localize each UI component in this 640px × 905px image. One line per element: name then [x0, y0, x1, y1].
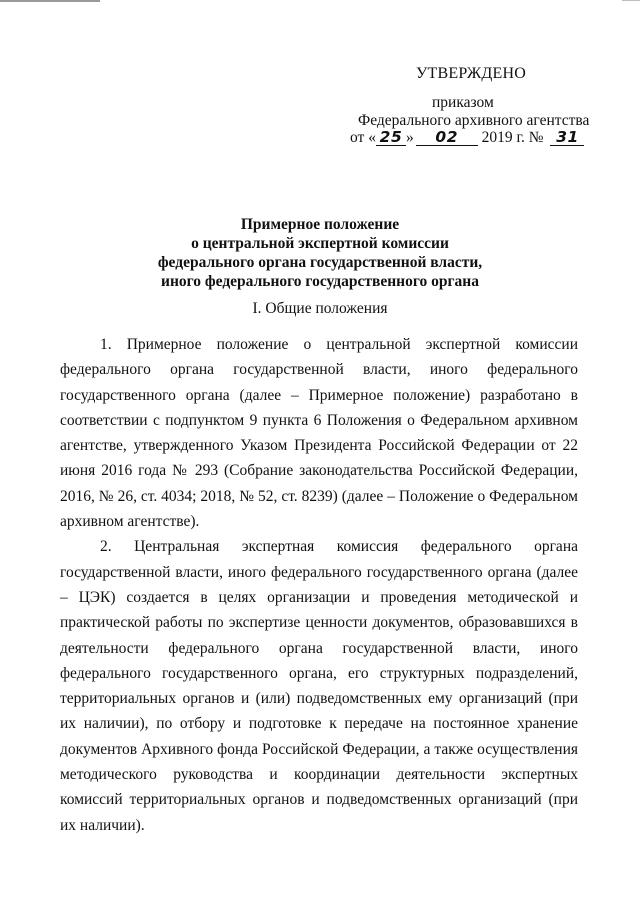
approval-date-line	[350, 128, 584, 147]
section-heading: I. Общие положения	[252, 300, 388, 317]
document-title	[60, 215, 580, 291]
document-body	[60, 332, 578, 838]
title-line-1: Примерное положение	[240, 216, 400, 233]
title-line-4: иного федерального государственного органа	[161, 273, 479, 290]
title-line-3: федерального органа государственной власти,	[157, 254, 483, 271]
date-prefix: от «	[350, 129, 376, 146]
handwritten-day: 25	[376, 130, 406, 146]
approval-heading: УТВЕРЖДЕНО	[416, 65, 527, 82]
title-line-2: о центральной экспертной комиссии	[191, 235, 449, 252]
handwritten-order-number: 31	[550, 130, 584, 146]
scan-edge-mark	[0, 0, 100, 2]
handwritten-month: 02	[416, 130, 478, 146]
scan-edge-mark-right	[622, 0, 640, 1]
approval-order-word: приказом	[432, 94, 494, 111]
paragraph-1: 1. Примерное положение о центральной экспертной комиссии федерального органа государственной власти, иного федерального государственного органа (далее – Примерное положение) разработано в соответствии с подпунктом 9 пункта 6 Положения о Федеральном архивном агентстве, утвержденного Указом Президента Российской Федерации от 22 июня 2016 года № 293 (Собрание законодательства Российской Федерации, 2016, № 26, ст. 4034; 2018, № 52, ст. 8239) (далее – Положение о Федеральном архивном агентстве).	[60, 336, 578, 531]
date-quote-close: »	[405, 129, 414, 146]
paragraph-2: 2. Центральная экспертная комиссия федерального органа государственной власти, иного федерального государственного органа (далее – ЦЭК) создается в целях организации и проведения методической и практической работы по экспертизе ценности документов, образовавшихся в деятельности федерального органа государственной власти, иного федерального государственного органа, его структурных подразделений, территориальных органов и (или) подведомственных ему организаций (при их наличии), по отбору и подготовке к передаче на постоянное хранение документов Архивного фонда Российской Федерации, а также осуществления методического руководства и координации деятельности экспертных комиссий территориальных органов и подведомственных организаций (при их наличии).	[60, 538, 578, 834]
date-year-text: 2019 г. №	[477, 129, 548, 146]
approval-agency: Федерального архивного агентства	[358, 112, 590, 129]
